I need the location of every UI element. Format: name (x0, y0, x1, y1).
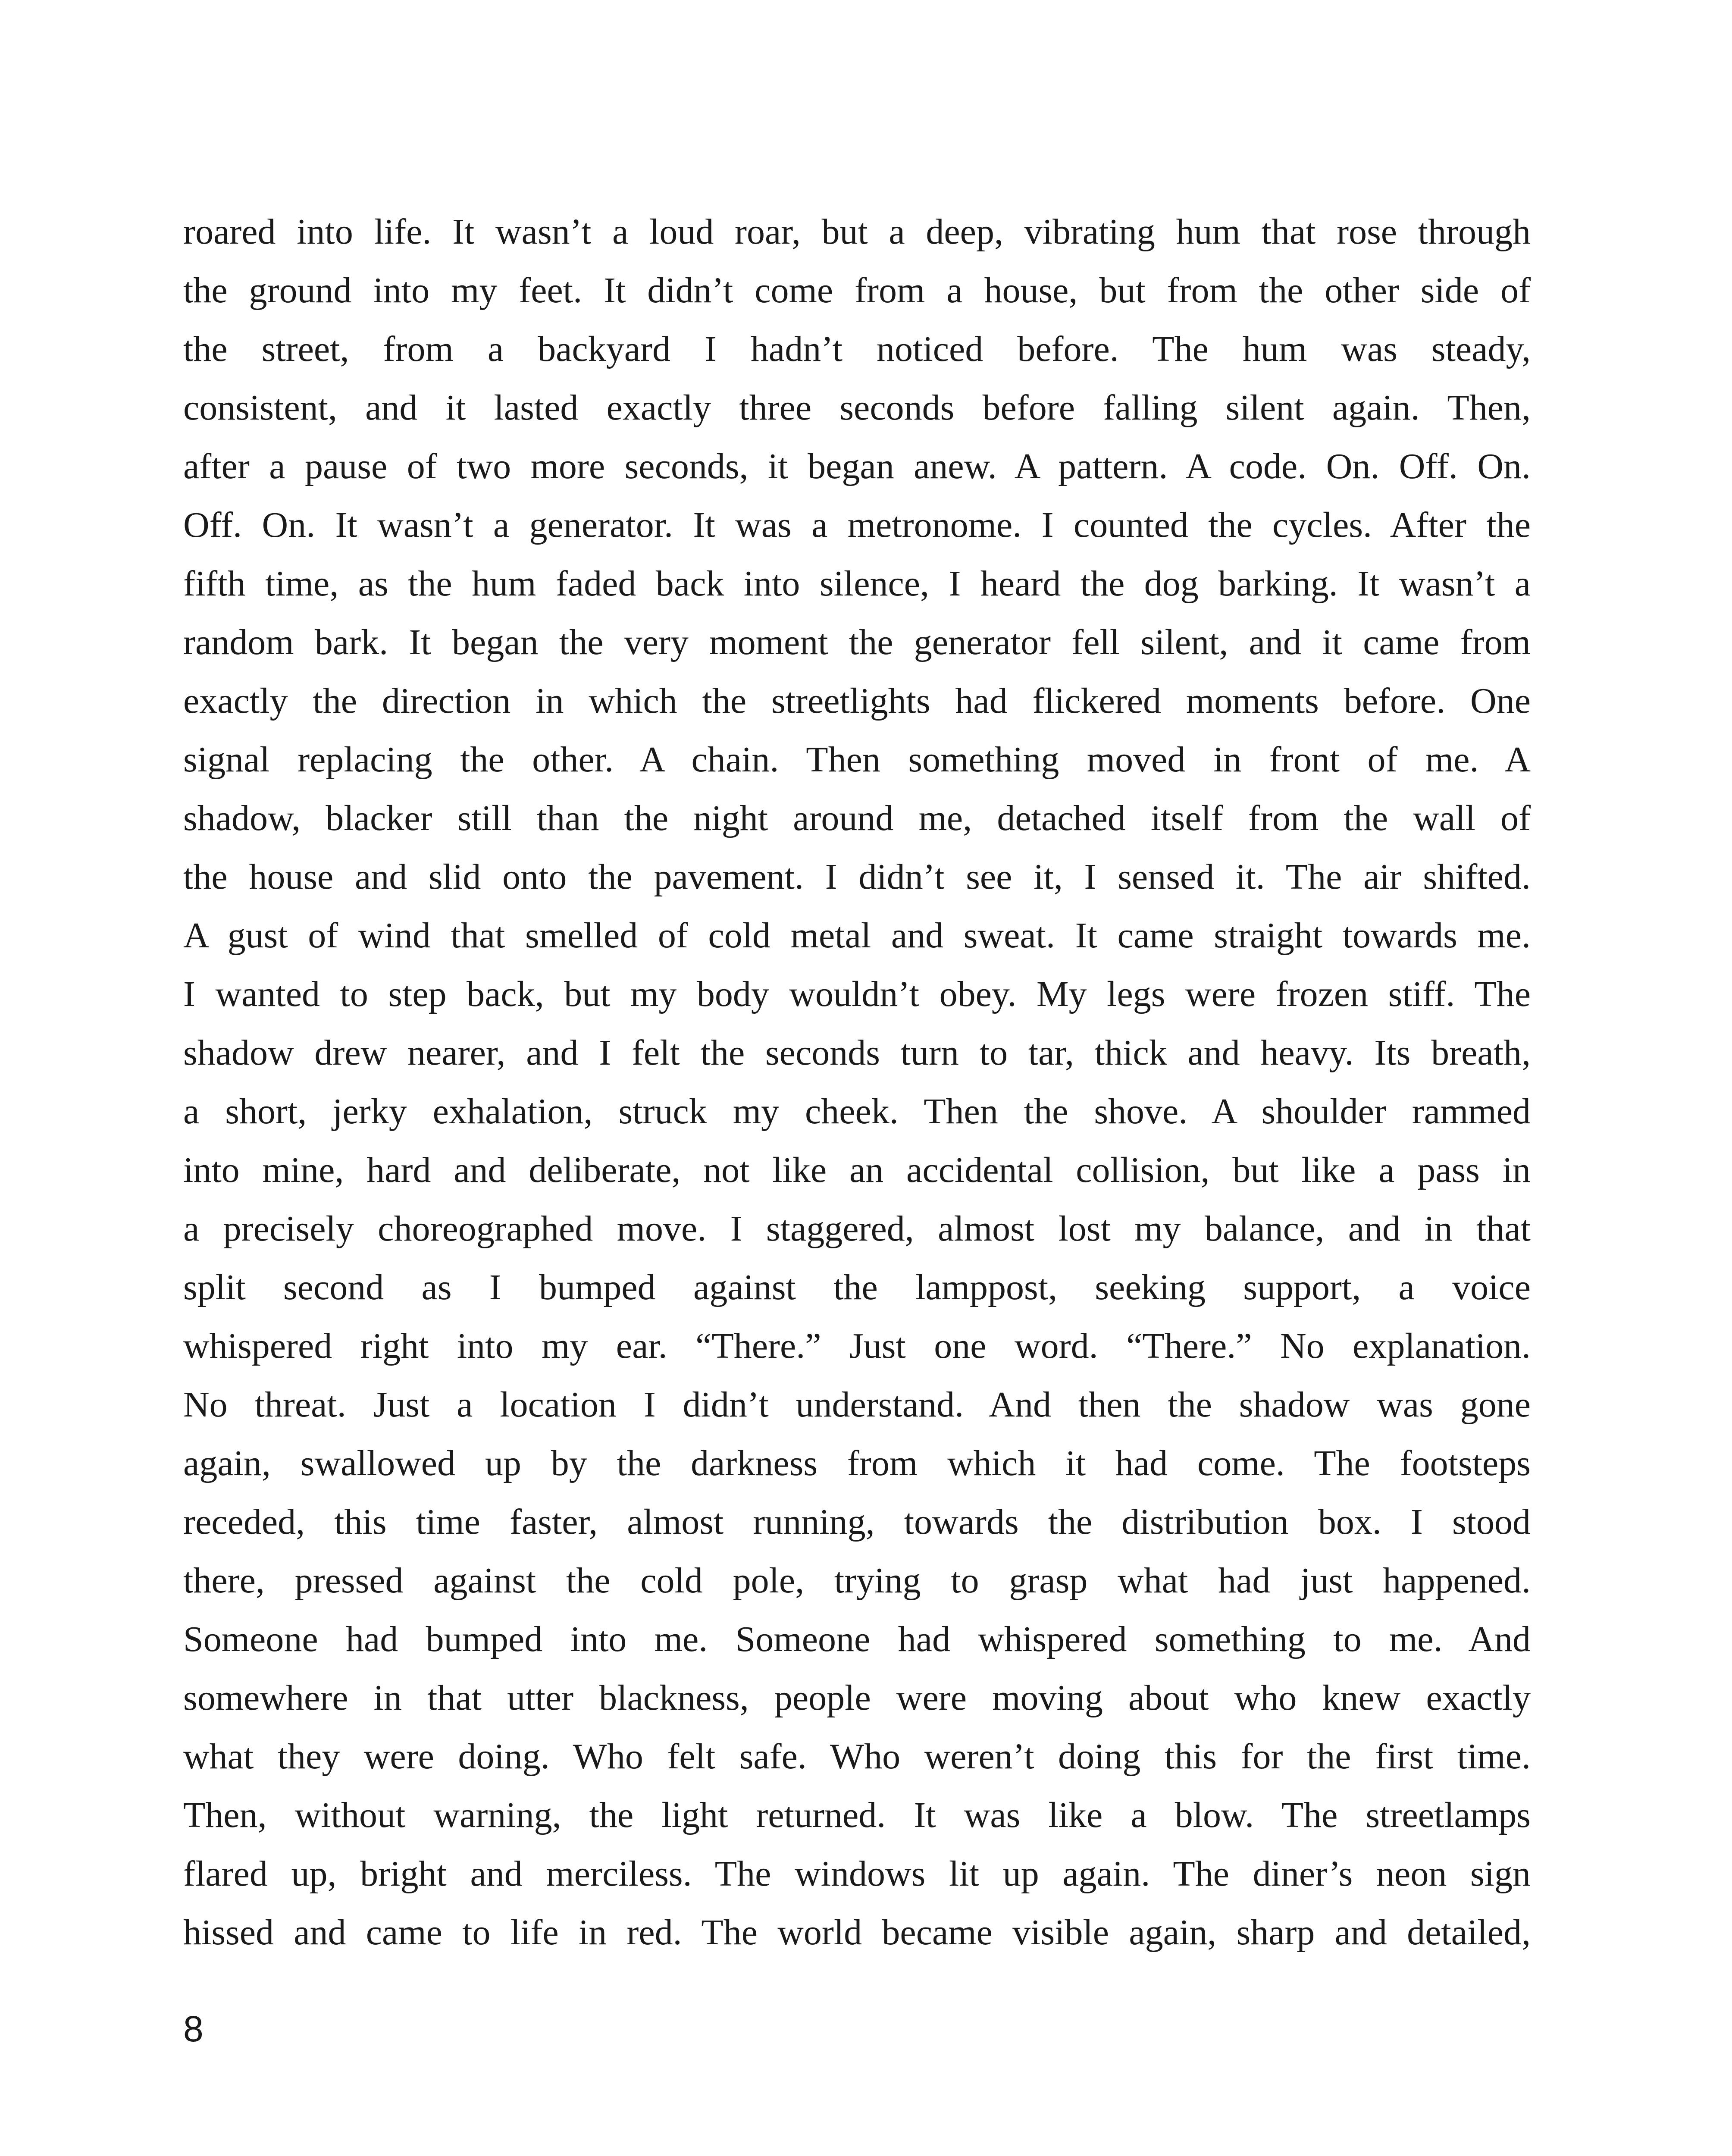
text-line: receded, this time faster, almost running, towards the distribution box. I stood (183, 1502, 1531, 1542)
text-line: the street, from a backyard I hadn’t noticed before. The hum was steady, (183, 329, 1531, 369)
text-line: A gust of wind that smelled of cold metal and sweat. It came straight towards me. (183, 915, 1531, 956)
text-line: fifth time, as the hum faded back into silence, I heard the dog barking. It wasn’t a (183, 564, 1531, 604)
text-line: shadow, blacker still than the night around me, detached itself from the wall of (183, 798, 1531, 838)
text-line: the ground into my feet. It didn’t come from a house, but from the other side of (183, 270, 1531, 310)
text-line: random bark. It began the very moment the generator fell silent, and it came from (183, 622, 1531, 662)
text-line: what they were doing. Who felt safe. Who weren’t doing this for the first time. (183, 1736, 1531, 1777)
text-line: after a pause of two more seconds, it began anew. A pattern. A code. On. Off. On. (183, 446, 1531, 486)
text-line: whispered right into my ear. “There.” Just one word. “There.” No explanation. (183, 1326, 1531, 1366)
text-line: No threat. Just a location I didn’t understand. And then the shadow was gone (183, 1385, 1531, 1425)
text-line: Someone had bumped into me. Someone had whispered something to me. And (183, 1619, 1531, 1659)
text-line: a short, jerky exhalation, struck my cheek. Then the shove. A shoulder rammed (183, 1091, 1531, 1131)
text-line: I wanted to step back, but my body wouldn’t obey. My legs were frozen stiff. The (183, 974, 1531, 1014)
text-line: a precisely choreographed move. I staggered, almost lost my balance, and in that (183, 1209, 1531, 1249)
page-number: 8 (183, 2009, 204, 2049)
text-line: roared into life. It wasn’t a loud roar, but a deep, vibrating hum that rose through (183, 212, 1531, 252)
text-line: the house and slid onto the pavement. I didn’t see it, I sensed it. The air shifted. (183, 857, 1531, 897)
text-line: consistent, and it lasted exactly three seconds before falling silent again. Then, (183, 388, 1531, 428)
text-line: somewhere in that utter blackness, people were moving about who knew exactly (183, 1678, 1531, 1718)
text-line: shadow drew nearer, and I felt the seconds turn to tar, thick and heavy. Its breath, (183, 1033, 1531, 1073)
text-line: split second as I bumped against the lamppost, seeking support, a voice (183, 1267, 1531, 1307)
text-line: again, swallowed up by the darkness from which it had come. The footsteps (183, 1443, 1531, 1483)
text-line: signal replacing the other. A chain. Then something moved in front of me. A (183, 740, 1531, 780)
text-line: into mine, hard and deliberate, not like an accidental collision, but like a pass in (183, 1150, 1531, 1190)
text-line: Then, without warning, the light returned. It was like a blow. The streetlamps (183, 1795, 1531, 1835)
text-line: flared up, bright and merciless. The windows lit up again. The diner’s neon sign (183, 1854, 1531, 1894)
body-text (183, 203, 1531, 1962)
text-line: there, pressed against the cold pole, trying to grasp what had just happened. (183, 1561, 1531, 1601)
text-line: Off. On. It wasn’t a generator. It was a metronome. I counted the cycles. After the (183, 505, 1531, 545)
text-line: hissed and came to life in red. The world became visible again, sharp and detailed, (183, 1912, 1531, 1952)
text-line: exactly the direction in which the streetlights had flickered moments before. One (183, 681, 1531, 721)
